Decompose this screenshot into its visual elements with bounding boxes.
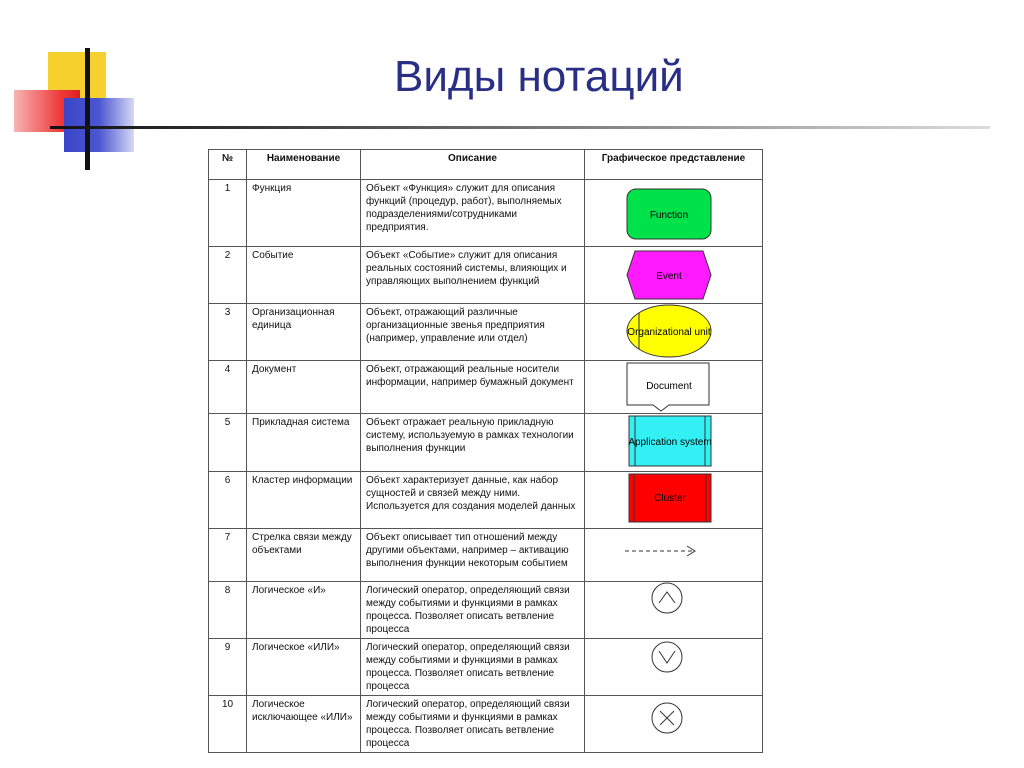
row-graphic <box>585 361 763 414</box>
row-graphic <box>585 304 763 361</box>
row-name: Стрелка связи между объектами <box>247 529 361 582</box>
row-name: Документ <box>247 361 361 414</box>
row-description: Логический оператор, определяющий связи между событиями и функциями в рамках процесса. Позволяет описать ветвление процесса <box>361 582 585 639</box>
row-description: Объект, отражающий реальные носители информации, например бумажный документ <box>361 361 585 414</box>
notation-table <box>208 149 763 753</box>
row-name: Прикладная система <box>247 414 361 472</box>
table-row <box>209 472 763 529</box>
row-description: Объект описывает тип отношений между другими объектами, например – активацию выполнения функции некоторым событием <box>361 529 585 582</box>
application-system-shape <box>585 414 763 472</box>
row-number: 4 <box>209 361 247 414</box>
function-shape <box>585 180 763 247</box>
row-number: 7 <box>209 529 247 582</box>
table-row <box>209 639 763 696</box>
row-description: Логический оператор, определяющий связи между событиями и функциями в рамках процесса. Позволяет описать ветвление процесса <box>361 639 585 696</box>
slide-title: Виды нотаций <box>394 52 684 101</box>
function-label: Function <box>649 210 689 221</box>
row-description: Логический оператор, определяющий связи между событиями и функциями в рамках процесса. Позволяет описать ветвление процесса <box>361 696 585 753</box>
row-number: 9 <box>209 639 247 696</box>
decor-blue-square <box>64 98 134 152</box>
row-number: 2 <box>209 247 247 304</box>
row-name: Функция <box>247 180 361 247</box>
table-row <box>209 361 763 414</box>
row-description: Объект «Функция» служит для описания функций (процедур, работ), выполняемых подразделениями/сотрудниками предприятия. <box>361 180 585 247</box>
row-name: Логическое «И» <box>247 582 361 639</box>
row-graphic <box>585 180 763 247</box>
row-name: Логическое «ИЛИ» <box>247 639 361 696</box>
document-label: Document <box>646 381 692 392</box>
table-row <box>209 696 763 753</box>
row-number: 1 <box>209 180 247 247</box>
row-description: Объект отражает реальную прикладную систему, используемую в рамках технологии выполнения функции <box>361 414 585 472</box>
row-graphic <box>585 247 763 304</box>
row-description: Объект, отражающий различные организационные звенья предприятия (например, управление или отдел) <box>361 304 585 361</box>
row-description: Объект характеризует данные, как набор сущностей и связей между ними. Используется для создания моделей данных <box>361 472 585 529</box>
row-graphic <box>585 414 763 472</box>
table-row <box>209 529 763 582</box>
row-name: Кластер информации <box>247 472 361 529</box>
header-description: Описание <box>361 150 585 180</box>
org-unit-shape <box>585 304 763 361</box>
or-operator-shape <box>585 639 763 692</box>
row-name: Событие <box>247 247 361 304</box>
row-graphic <box>585 582 763 639</box>
header-graphic: Графическое представление <box>585 150 763 180</box>
header-num: № <box>209 150 247 180</box>
row-number: 5 <box>209 414 247 472</box>
and-operator-circle <box>652 583 682 613</box>
row-graphic <box>585 529 763 582</box>
row-graphic <box>585 639 763 696</box>
or-operator-circle <box>652 642 682 672</box>
cluster-label: Cluster <box>654 493 686 504</box>
row-description: Объект «Событие» служит для описания реальных состояний системы, влияющих и управляющих выполнением функций <box>361 247 585 304</box>
row-number: 8 <box>209 582 247 639</box>
document-shape <box>585 361 763 414</box>
table-row <box>209 247 763 304</box>
table-row <box>209 582 763 639</box>
dashed-arrow-shape <box>585 529 763 582</box>
cluster-shape <box>585 472 763 529</box>
table-row <box>209 180 763 247</box>
xor-operator-shape <box>585 696 763 752</box>
header-name: Наименование <box>247 150 361 180</box>
table-row <box>209 414 763 472</box>
org-unit-label: Organizational unit <box>627 327 711 338</box>
decor-vertical-line <box>85 48 90 170</box>
title-underline <box>50 126 990 129</box>
event-shape <box>585 247 763 304</box>
row-graphic <box>585 696 763 753</box>
table-header-row <box>209 150 763 180</box>
table-row <box>209 304 763 361</box>
row-graphic <box>585 472 763 529</box>
row-number: 3 <box>209 304 247 361</box>
row-name: Организационная единица <box>247 304 361 361</box>
application-system-label: Application system <box>628 437 712 448</box>
and-operator-shape <box>585 582 763 637</box>
row-number: 10 <box>209 696 247 753</box>
row-number: 6 <box>209 472 247 529</box>
row-name: Логическое исключающее «ИЛИ» <box>247 696 361 753</box>
event-label: Event <box>656 271 682 282</box>
